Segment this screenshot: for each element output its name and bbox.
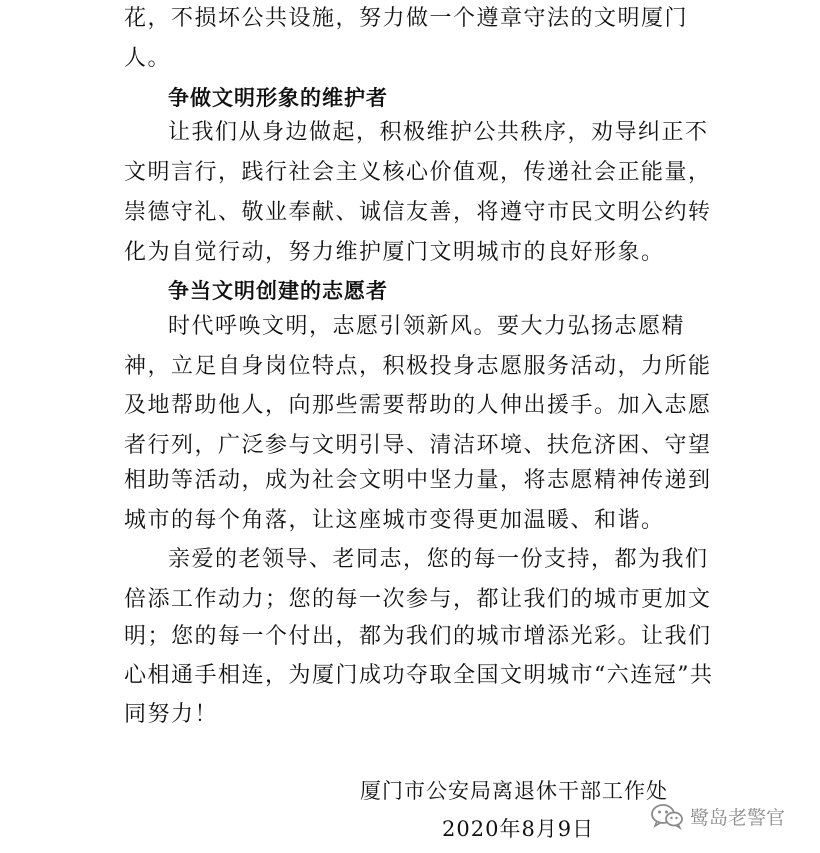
body-line: 心相通手相连，为厦门成功夺取全国文明城市“六连冠”共 <box>124 663 714 688</box>
section-heading-maintainer: 争做文明形象的维护者 <box>168 86 388 110</box>
body-line: 倍添工作动力；您的每一次参与，都让我们的城市更加文 <box>124 587 712 612</box>
body-line: 及地帮助他人，向那些需要帮助的人伸出援手。加入志愿 <box>124 393 712 418</box>
body-line: 同努力！ <box>124 702 219 727</box>
body-line: 时代呼唤文明，志愿引领新风。要大力弘扬志愿精 <box>168 314 686 339</box>
body-line: 让我们从身边做起，积极维护公共秩序，劝导纠正不 <box>168 120 709 145</box>
body-line: 化为自觉行动，努力维护厦门文明城市的良好形象。 <box>124 240 665 265</box>
body-line: 文明言行，践行社会主义核心价值观，传递社会正能量， <box>124 160 712 185</box>
watermark-text: 鹭岛老警官 <box>690 806 786 829</box>
body-line: 神，立足自身岗位特点，积极投身志愿服务活动，力所能 <box>124 354 712 379</box>
body-line: 人。 <box>124 46 172 71</box>
section-heading-volunteer: 争当文明创建的志愿者 <box>168 279 388 303</box>
signature-date: 2020年8月9日 <box>442 817 595 841</box>
body-line: 相助等活动，成为社会文明中坚力量，将志愿精神传递到 <box>124 468 712 493</box>
body-line: 城市的每个角落，让这座城市变得更加温暖、和谐。 <box>124 508 665 533</box>
body-line: 崇德守礼、敬业奉献、诚信友善，将遵守市民文明公约转 <box>124 200 712 225</box>
wechat-icon <box>650 802 684 830</box>
body-line: 亲爱的老领导、老同志，您的每一份支持，都为我们 <box>168 547 709 572</box>
body-line: 明；您的每一个付出，都为我们的城市增添光彩。让我们 <box>124 624 712 649</box>
signature-organization: 厦门市公安局离退休干部工作处 <box>360 779 668 803</box>
body-line: 者行列，广泛参与文明引导、清洁环境、扶危济困、守望 <box>124 433 712 458</box>
body-line: 花，不损坏公共设施，努力做一个遵章守法的文明厦门 <box>124 6 689 31</box>
watermark <box>650 802 785 830</box>
